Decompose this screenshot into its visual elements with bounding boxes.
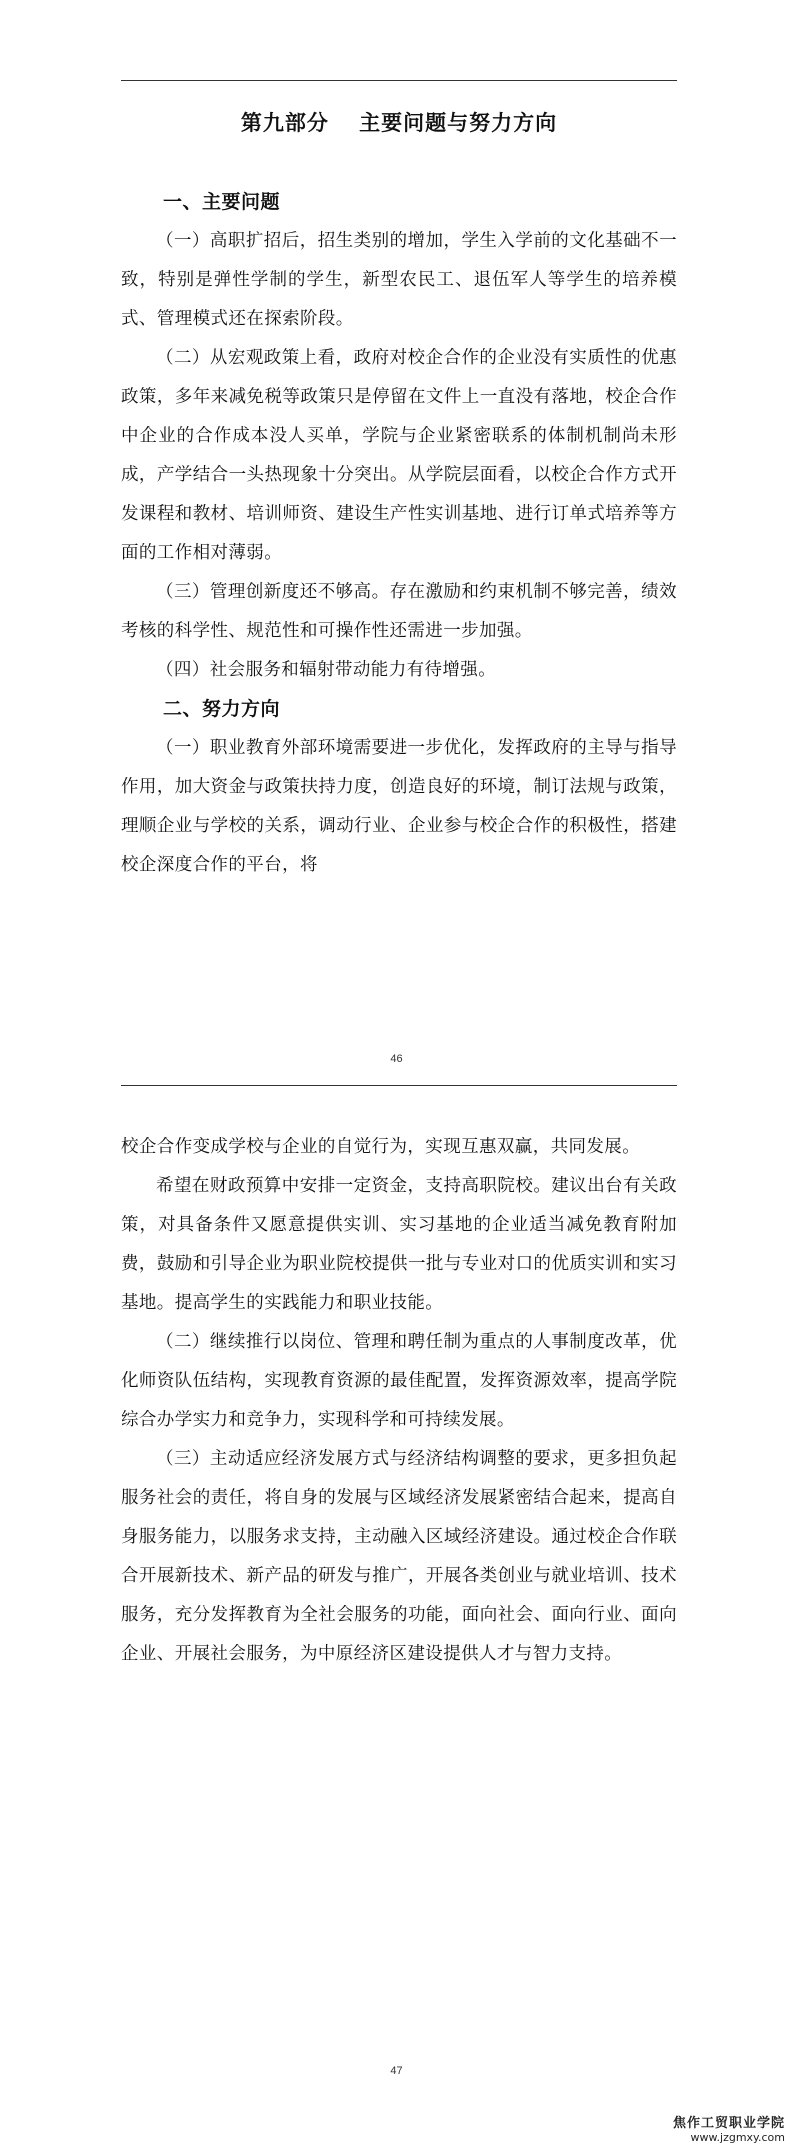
page-number: 46 bbox=[390, 1053, 403, 1065]
paragraph-direction-2: （二）继续推行以岗位、管理和聘任制为重点的人事制度改革，优化师资队伍结构，实现教育资源的最佳配置，发挥资源效率，提高学院综合办学实力和竞争力，实现科学和可持续发展。 bbox=[121, 1332, 677, 1430]
paragraph-direction-3: （三）主动适应经济发展方式与经济结构调整的要求，更多担负起服务社会的责任，将自身的发展与区域经济发展紧密结合起来，提高自身服务能力，以服务求支持，主动融入区域经济建设。通过校企合作联合开展新技术、新产品的研发与推广，开展各类创业与就业培训、技术服务，充分发挥教育为全社会服务的功能，面向社会、面向行业、面向企业、开展社会服务，为中原经济区建设提供人才与智力支持。 bbox=[121, 1449, 677, 1664]
page-body bbox=[121, 183, 677, 885]
paragraph-problem-4: （四）社会服务和辐射带动能力有待增强。 bbox=[156, 660, 497, 680]
section-heading-main-problems: 一、主要问题 bbox=[163, 191, 281, 213]
paragraph-direction-1: （一）职业教育外部环境需要进一步优化，发挥政府的主导与指导作用，加大资金与政策扶持力度，创造良好的环境，制订法规与政策，理顺企业与学校的关系，调动行业、企业参与校企合作的积极性，搭建校企深度合作的平台，将 bbox=[121, 738, 677, 875]
paragraph-continuation: 校企合作变成学校与企业的自觉行为，实现互惠双赢，共同发展。 bbox=[121, 1137, 641, 1157]
paragraph-problem-3: （三）管理创新度还不够高。存在激励和约束机制不够完善，绩效考核的科学性、规范性和可操作性还需进一步加强。 bbox=[121, 582, 677, 641]
document-page-47 bbox=[0, 1085, 793, 2152]
watermark-name: 焦作工贸职业学院 bbox=[672, 2116, 785, 2131]
section-heading-directions: 二、努力方向 bbox=[163, 698, 281, 720]
page-top-rule bbox=[121, 80, 677, 81]
paragraph-problem-2: （二）从宏观政策上看，政府对校企合作的企业没有实质性的优惠政策，多年来减免税等政策只是停留在文件上一直没有落地，校企合作中企业的合作成本没人买单，学院与企业紧密联系的体制机制尚未形成，产学结合一头热现象十分突出。从学院层面看，以校企合作方式开发课程和教材、培训师资、建设生产性实训基地、进行订单式培养等方面的工作相对薄弱。 bbox=[121, 348, 677, 563]
page-top-rule bbox=[121, 1085, 677, 1086]
watermark bbox=[673, 2112, 785, 2144]
watermark-url: www.jzgmxy.com bbox=[690, 2131, 785, 2144]
page-body bbox=[121, 1128, 677, 1674]
page-title: 第九部分 主要问题与努力方向 bbox=[240, 111, 558, 135]
paragraph-direction-funding: 希望在财政预算中安排一定资金，支持高职院校。建议出台有关政策，对具备条件又愿意提供实训、实习基地的企业适当减免教育附加费，鼓励和引导企业为职业院校提供一批与专业对口的优质实训和实习基地。提高学生的实践能力和职业技能。 bbox=[121, 1176, 677, 1313]
page-number: 47 bbox=[390, 2065, 403, 2077]
paragraph-problem-1: （一）高职扩招后，招生类别的增加，学生入学前的文化基础不一致，特别是弹性学制的学生，新型农民工、退伍军人等学生的培养模式、管理模式还在探索阶段。 bbox=[121, 231, 677, 329]
